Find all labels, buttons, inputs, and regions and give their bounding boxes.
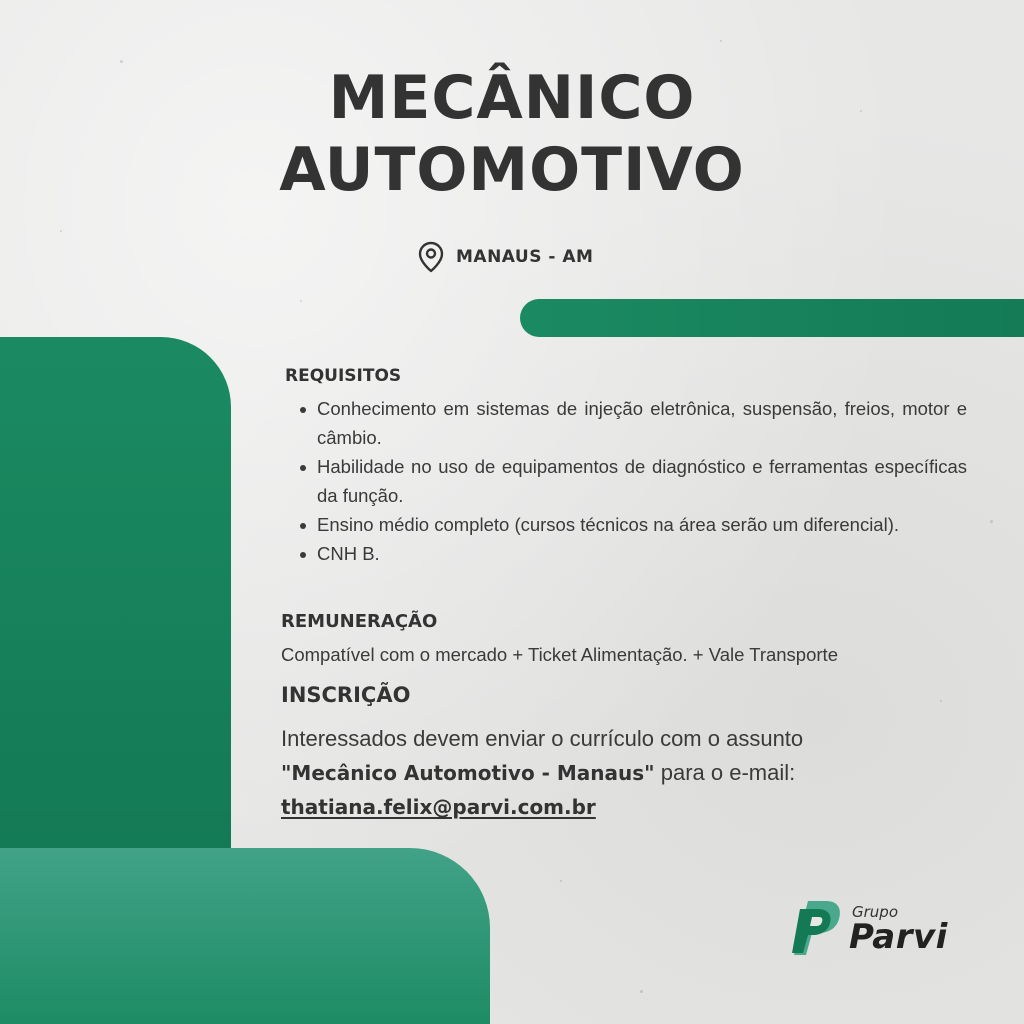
list-item: [283, 452, 967, 510]
location-text: MANAUS - AM: [456, 247, 594, 267]
texture-speck: [990, 520, 993, 523]
compensation-text: Compatível com o mercado + Ticket Alimentação. + Vale Transporte: [281, 644, 838, 665]
job-title-line-1: MECÂNICO: [328, 63, 696, 133]
list-item: [283, 510, 967, 539]
green-accent-bar: [520, 299, 1024, 337]
requirements-heading: REQUISITOS: [285, 366, 402, 386]
application-line-2: para o e-mail:: [654, 760, 796, 785]
job-title-line-2: AUTOMOTIVO: [279, 135, 745, 205]
texture-speck: [300, 300, 302, 302]
application-subject: "Mecânico Automotivo - Manaus": [281, 761, 655, 785]
requirement-text: Ensino médio completo (cursos técnicos na área serão um diferencial).: [317, 514, 900, 535]
bullet-icon: [300, 523, 306, 529]
requirement-text: CNH B.: [317, 543, 380, 564]
texture-speck: [560, 880, 562, 882]
list-item: [283, 539, 967, 568]
compensation-heading: REMUNERAÇÃO: [281, 611, 438, 632]
job-location: [418, 240, 593, 274]
map-pin-icon: [418, 241, 444, 273]
job-title: [0, 62, 1024, 206]
application-line-1: Interessados devem enviar o currículo com o assunto: [281, 726, 804, 751]
parvi-p-logo-icon: [788, 895, 844, 966]
bullet-icon: [300, 552, 306, 558]
application-heading: INSCRIÇÃO: [281, 683, 411, 707]
list-item: [283, 394, 967, 452]
requirements-list: [283, 394, 967, 568]
requirement-text: Habilidade no uso de equipamentos de diagnóstico e ferramentas específicas da função.: [317, 456, 967, 506]
texture-speck: [940, 700, 942, 702]
texture-speck: [720, 40, 722, 42]
green-left-block: [0, 337, 231, 857]
logo-text-big: Parvi: [849, 917, 948, 957]
texture-speck: [60, 230, 62, 232]
texture-speck: [640, 990, 643, 993]
green-bottom-block: [0, 848, 490, 1024]
logo-text-small: Grupo: [852, 903, 898, 921]
application-text: [281, 722, 981, 824]
grupo-parvi-logo: [788, 895, 968, 967]
bullet-icon: [300, 465, 306, 471]
email-link[interactable]: thatiana.felix@parvi.com.br: [281, 795, 596, 819]
bullet-icon: [300, 407, 306, 413]
requirement-text: Conhecimento em sistemas de injeção eletrônica, suspensão, freios, motor e câmbio.: [317, 398, 967, 448]
